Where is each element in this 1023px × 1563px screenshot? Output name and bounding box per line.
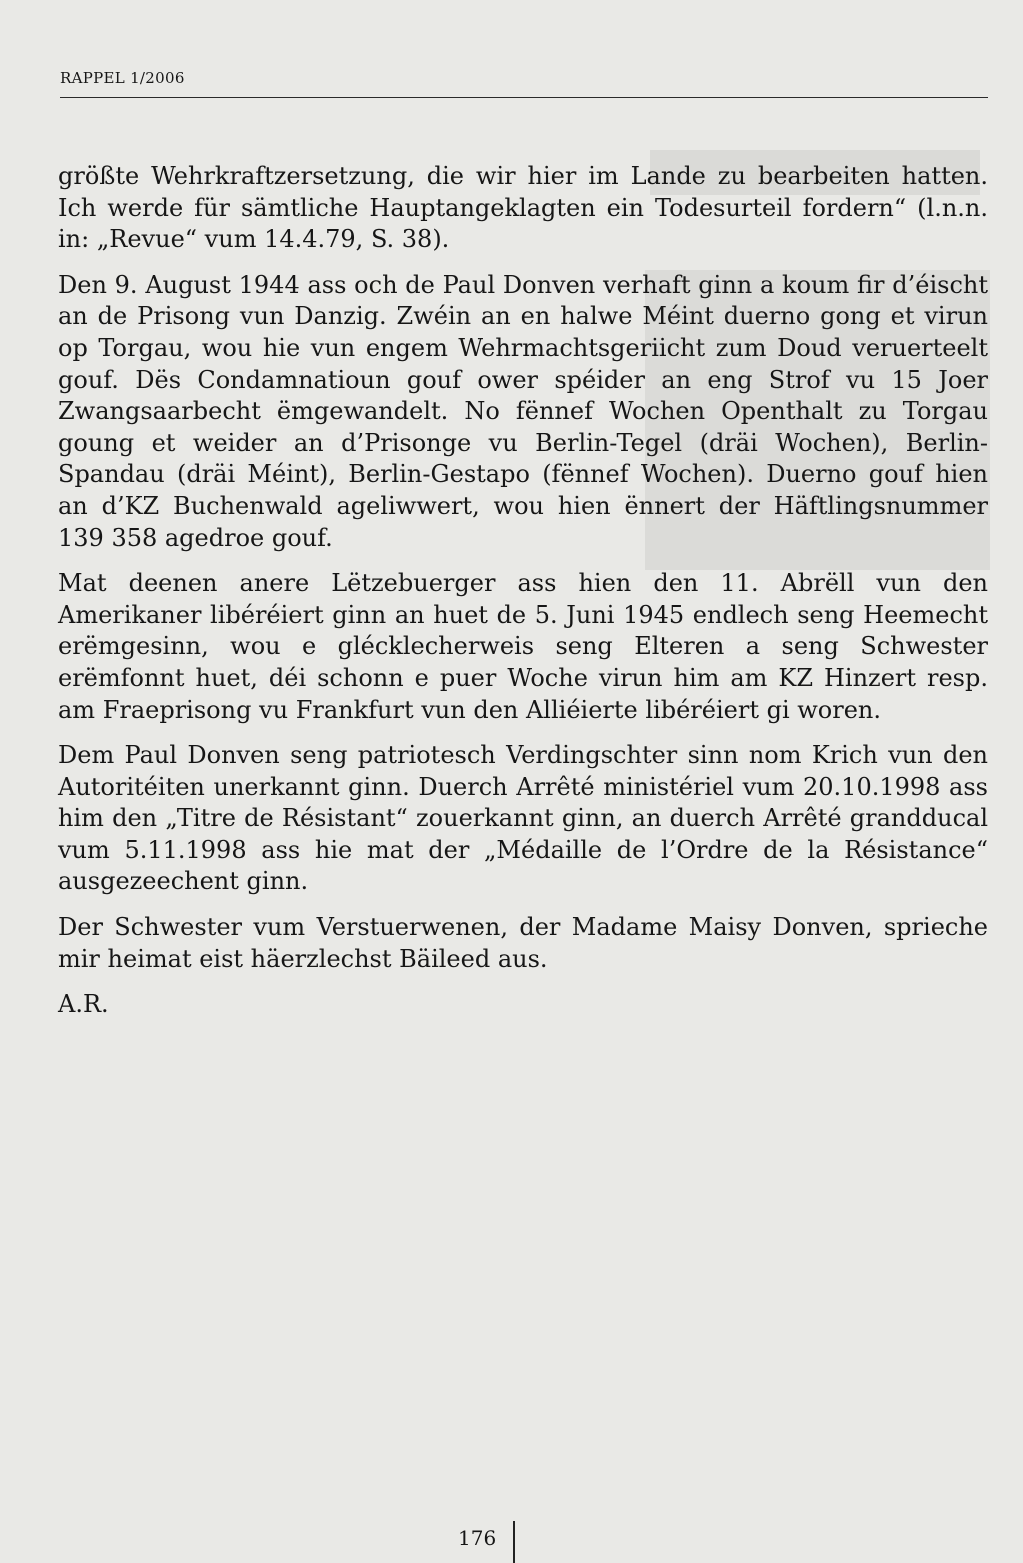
paragraph-5: Der Schwester vum Verstuerwenen, der Madame Maisy Donven, sprieche mir heimat eist häerzlechst Bäileed aus. bbox=[58, 913, 988, 973]
paragraph-2: Den 9. August 1944 ass och de Paul Donven verhaft ginn a koum fir d’éischt an de Prisong vun Danzig. Zwéin an en halwe Méint duerno gong et virun op Torgau, wou hie vun engem Wehrmachtsgeriicht zum Doud veruerteelt gouf. Dës Condamnatioun gouf ower spéider an eng Strof vu 15 Joer Zwangsaarbecht ëmgewandelt. No fënnef Wochen Openthalt zu Torgau goung et weider an d’Prisonge vu Berlin-Tegel (dräi Wochen), Berlin-Spandau (dräi Méint), Berlin-Gestapo (fënnef Wochen). Duerno gouf hien an d’KZ Buchenwald ageliwwert, wou hien ënnert der Häftlingsnummer 139 358 agedroe gouf. bbox=[58, 270, 988, 552]
article-body bbox=[58, 161, 988, 1035]
footer-rule bbox=[513, 1521, 515, 1563]
page-number: 176 bbox=[458, 1526, 497, 1550]
paragraph-4: Dem Paul Donven seng patriotesch Verdingschter sinn nom Krich vun den Autoritéiten unerkannt ginn. Duerch Arrêté ministériel vum 20.10.1998 ass him den „Titre de Résistant“ zouerkannt ginn, an duerch Arrêté grandducal vum 5.11.1998 ass hie mat der „Médaille de l’Ordre de la Résistance“ ausgezeechent ginn. bbox=[58, 741, 988, 896]
author-signature: A.R. bbox=[58, 990, 109, 1019]
paragraph-3: Mat deenen anere Lëtzebuerger ass hien den 11. Abrëll vun den Amerikaner libéréiert ginn an huet de 5. Juni 1945 endlech seng Heemecht erëmgesinn, wou e glécklecherweis seng Elteren a seng Schwester erëmfonnt huet, déi schonn e puer Woche virun him am KZ Hinzert resp. am Fraeprisong vu Frankfurt vun den Alliéierte libéréiert gi woren. bbox=[58, 569, 988, 724]
running-title: RAPPEL 1/2006 bbox=[60, 69, 185, 87]
running-header bbox=[60, 66, 988, 98]
paragraph-1: größte Wehrkraftzersetzung, die wir hier im Lande zu bearbeiten hatten. Ich werde für sämtliche Hauptangeklagten ein Todesurteil fordern“ (l.n.n. in: „Revue“ vum 14.4.79, S. 38). bbox=[58, 162, 988, 254]
